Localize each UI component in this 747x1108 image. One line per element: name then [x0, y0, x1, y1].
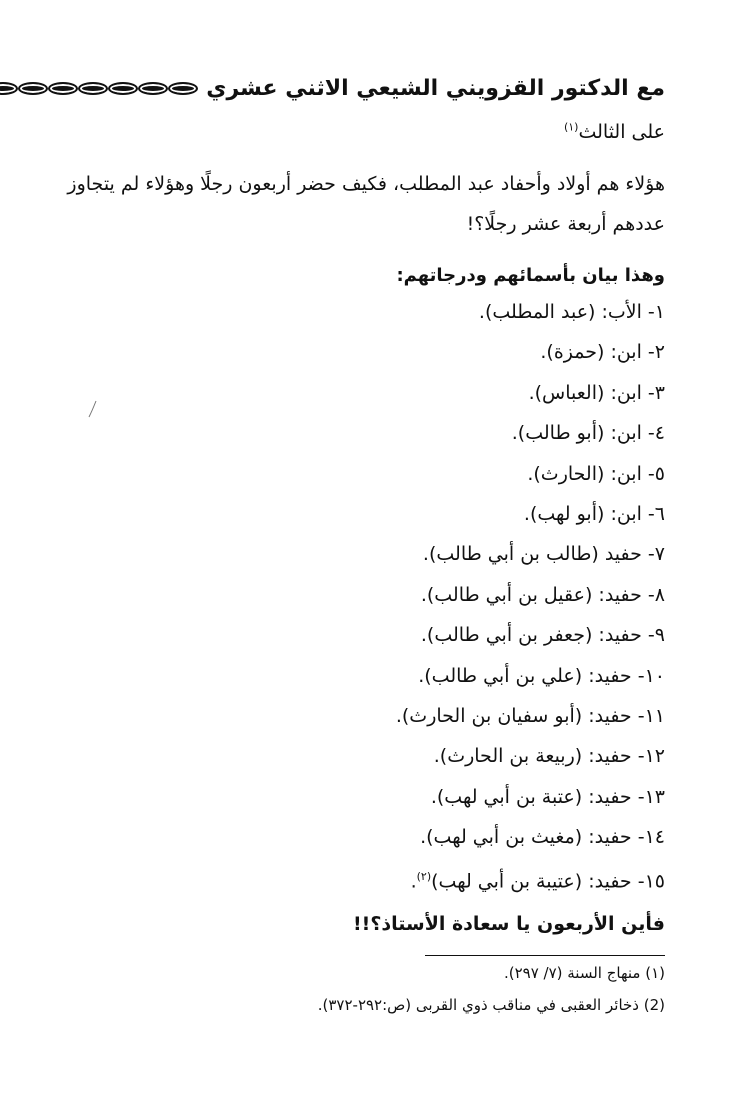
- footnote-2: (2) ذخائر العقبى في مناقب ذوي القربى (ص:٢٩٢-٣٧٢).: [317, 996, 665, 1014]
- stray-pen-mark: [88, 400, 98, 418]
- paragraph-line-1: هؤلاء هم أولاد وأحفاد عبد المطلب، فكيف حضر أربعون رجلًا وهؤلاء لم يتجاوز: [67, 173, 665, 195]
- list-item: ٢- ابن: (حمزة).: [540, 341, 665, 364]
- list-item: ٤- ابن: (أبو طالب).: [511, 422, 665, 445]
- list-item: ٩- حفيد: (جعفر بن أبي طالب).: [420, 624, 665, 647]
- footnote-ref-2: (٢): [416, 870, 432, 884]
- list-item: ٣- ابن: (العباس).: [528, 381, 665, 404]
- footnote-ref-1: (١): [563, 120, 579, 134]
- list-item: ١١- حفيد: (أبو سفيان بن الحارث).: [395, 704, 665, 727]
- list-item: ١٢- حفيد: (ربيعة بن الحارث).: [433, 745, 665, 768]
- list-item: ١٠- حفيد: (علي بن أبي طالب).: [418, 664, 665, 687]
- names-list: [396, 295, 665, 901]
- list-item-15-text: ١٥- حفيد: (عتيبة بن أبي لهب): [431, 870, 665, 893]
- running-header: [72, 68, 665, 108]
- footnote-1: (١) منهاج السنة (٧/ ٢٩٧).: [503, 964, 665, 982]
- conclusion-question: فأين الأربعون يا سعادة الأستاذ؟!!: [353, 913, 665, 935]
- decorative-border-ornament: [0, 82, 206, 95]
- list-item: ١٣- حفيد: (عتبة بن أبي لهب).: [430, 785, 665, 808]
- list-item: ٨- حفيد: (عقيل بن أبي طالب).: [420, 583, 665, 606]
- continued-text: على الثالث: [578, 121, 665, 143]
- list-item-15: [396, 860, 665, 900]
- list-item: ٧- حفيد (طالب بن أبي طالب).: [422, 543, 665, 566]
- continued-line: [564, 120, 665, 145]
- header-title: مع الدكتور القزويني الشيعي الاثني عشري: [206, 75, 665, 101]
- list-item-15-period: .: [410, 870, 417, 893]
- list-item: ٦- ابن: (أبو لهب).: [523, 502, 665, 525]
- list-intro: وهذا بيان بأسمائهم ودرجاتهم:: [396, 265, 665, 286]
- list-item: ١- الأب: (عبد المطلب).: [478, 301, 665, 323]
- footnote-separator: [425, 955, 665, 956]
- list-item: ٥- ابن: (الحارث).: [527, 462, 665, 485]
- list-item: ١٤- حفيد: (مغيث بن أبي لهب).: [420, 826, 665, 849]
- paragraph-line-2: عددهم أربعة عشر رجلًا؟!: [466, 213, 665, 235]
